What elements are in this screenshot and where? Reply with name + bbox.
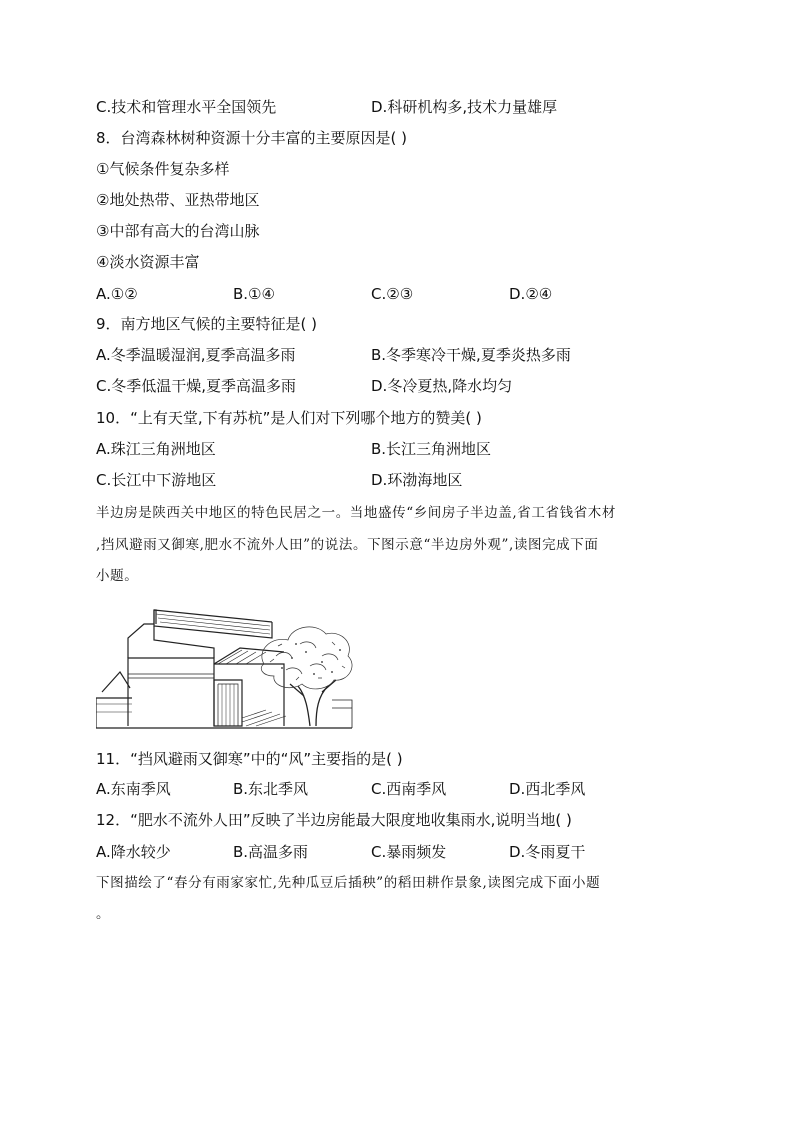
- q8-item-4: ④淡水资源丰富: [96, 253, 200, 271]
- q9-stem: 9．南方地区气候的主要特征是( ): [96, 315, 318, 333]
- q11-option-c: C.西南季风: [371, 780, 447, 798]
- q8-item-1: ①气候条件复杂多样: [96, 160, 230, 178]
- q10-stem: 10．“上有天堂,下有苏杭”是人们对下列哪个地方的赞美( ): [96, 409, 482, 427]
- q10-option-a: A.珠江三角洲地区: [96, 440, 216, 458]
- passage2-line-1: 下图描绘了“春分有雨家家忙,先种瓜豆后插秧”的稻田耕作景象,读图完成下面小题: [96, 875, 601, 891]
- q7-option-c: C.技术和管理水平全国领先: [96, 98, 277, 116]
- q7-option-d: D.科研机构多,技术力量雄厚: [371, 98, 558, 116]
- q10-option-d: D.环渤海地区: [371, 471, 463, 489]
- q10-option-c: C.长江中下游地区: [96, 471, 217, 489]
- q10-option-b: B.长江三角洲地区: [371, 440, 492, 458]
- q12-option-d: D.冬雨夏干: [509, 843, 586, 861]
- passage-line-2: ,挡风避雨又御寒,肥水不流外人田”的说法。下图示意“半边房外观”,读图完成下面: [96, 537, 599, 553]
- passage2-line-2: 。: [96, 906, 111, 922]
- q9-option-c: C.冬季低温干燥,夏季高温多雨: [96, 377, 297, 395]
- passage-line-1: 半边房是陕西关中地区的特色民居之一。当地盛传“乡间房子半边盖,省工省钱省木材: [96, 505, 616, 521]
- q9-option-b: B.冬季寒冷干燥,夏季炎热多雨: [371, 346, 571, 364]
- q8-option-b: B.①④: [233, 285, 275, 303]
- q12-option-c: C.暴雨频发: [371, 843, 447, 861]
- q12-stem: 12．“肥水不流外人田”反映了半边房能最大限度地收集雨水,说明当地( ): [96, 811, 572, 829]
- q11-stem: 11．“挡风避雨又御寒”中的“风”主要指的是( ): [96, 750, 403, 768]
- q8-item-3: ③中部有高大的台湾山脉: [96, 222, 260, 240]
- q8-stem: 8．台湾森林树种资源十分丰富的主要原因是( ): [96, 129, 408, 147]
- q8-option-a: A.①②: [96, 285, 138, 303]
- q8-option-d: D.②④: [509, 285, 553, 303]
- q8-item-2: ②地处热带、亚热带地区: [96, 191, 260, 209]
- q9-option-d: D.冬冷夏热,降水均匀: [371, 377, 513, 395]
- q12-option-a: A.降水较少: [96, 843, 171, 861]
- passage-line-3: 小题。: [96, 568, 139, 584]
- q11-option-d: D.西北季风: [509, 780, 586, 798]
- q9-option-a: A.冬季温暖湿润,夏季高温多雨: [96, 346, 296, 364]
- q12-option-b: B.高温多雨: [233, 843, 309, 861]
- q11-option-a: A.东南季风: [96, 780, 171, 798]
- q8-option-c: C.②③: [371, 285, 414, 303]
- half-side-house-illustration: [96, 600, 358, 736]
- q11-option-b: B.东北季风: [233, 780, 309, 798]
